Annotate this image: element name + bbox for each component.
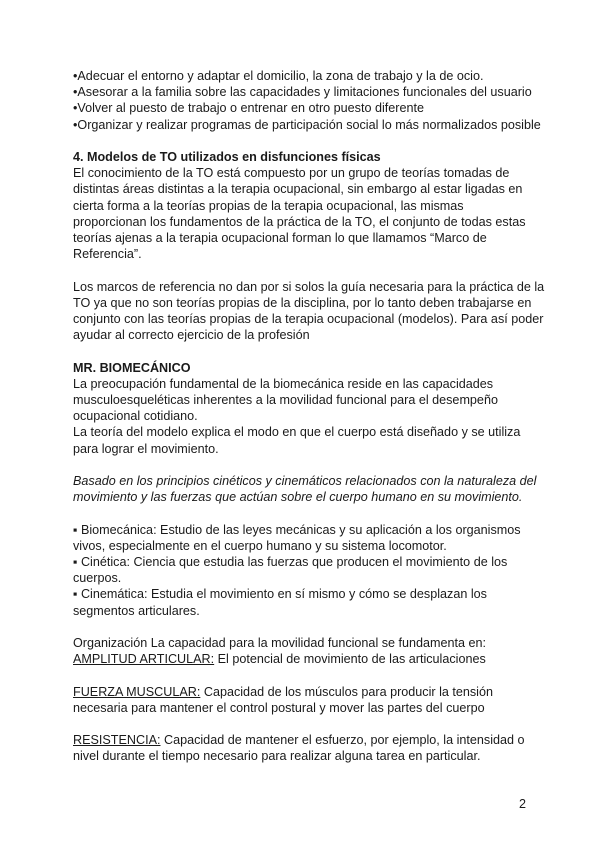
paragraph-line: La preocupación fundamental de la biomecánica reside en las capacidades bbox=[73, 376, 494, 391]
section-heading: 4. Modelos de TO utilizados en disfunciones físicas bbox=[73, 150, 381, 164]
paragraph-line: para lograr el movimiento. bbox=[73, 441, 219, 456]
paragraph-line: musculoesqueléticas inherentes a la movilidad funcional para el desempeño bbox=[73, 393, 498, 408]
paragraph-line: ayudar al correcto ejercicio de la profesión bbox=[73, 328, 310, 343]
paragraph-line: proporcionan los fundamentos de la práctica de la TO, el conjunto de todas estas bbox=[73, 214, 526, 229]
paragraph-line: distintas áreas distintas a la terapia ocupacional, sin embargo al estar ligadas en bbox=[73, 182, 523, 197]
amplitud-term: AMPLITUD ARTICULAR: bbox=[73, 652, 215, 667]
resistencia-text: Capacidad de mantener el esfuerzo, por ejemplo, la intensidad o bbox=[160, 733, 525, 748]
bullet-item: •Adecuar el entorno y adaptar el domicilio, la zona de trabajo y la de ocio. bbox=[73, 69, 484, 83]
spacer bbox=[73, 716, 533, 732]
fuerza-text: Capacidad de los músculos para producir la tensión bbox=[200, 684, 493, 699]
spacer bbox=[73, 667, 533, 683]
amplitud-articular bbox=[73, 651, 533, 667]
definition-line: vivos, especialmente en el cuerpo humano y su sistema locomotor. bbox=[73, 538, 447, 553]
organizacion-intro: Organización La capacidad para la movilidad funcional se fundamenta en: bbox=[73, 636, 487, 651]
spacer bbox=[73, 457, 533, 473]
paragraph-line: El conocimiento de la TO está compuesto por un grupo de teorías tomadas de bbox=[73, 166, 510, 181]
bullet-item: •Volver al puesto de trabajo o entrenar en otro puesto diferente bbox=[73, 101, 424, 116]
bullet-item: •Asesorar a la familia sobre las capacidades y limitaciones funcionales del usuario bbox=[73, 85, 532, 100]
spacer bbox=[73, 262, 533, 278]
spacer bbox=[73, 619, 533, 635]
paragraph-line: cierta forma a la teorías propias de la terapia ocupacional, las mismas bbox=[73, 198, 464, 213]
italic-paragraph-line: Basado en los principios cinéticos y cinemáticos relacionados con la naturaleza del bbox=[73, 474, 537, 489]
definition-line: ▪ Biomecánica: Estudio de las leyes mecánicas y su aplicación a los organismos bbox=[73, 522, 521, 537]
bullet-item: •Organizar y realizar programas de participación social lo más normalizados posible bbox=[73, 117, 541, 132]
spacer bbox=[73, 505, 533, 521]
paragraph-line: Los marcos de referencia no dan por si solos la guía necesaria para la práctica de la bbox=[73, 279, 545, 294]
paragraph-line: conjunto con las teorías propias de la terapia ocupacional (modelos). Para así poder bbox=[73, 312, 544, 327]
resistencia bbox=[73, 732, 533, 748]
fuerza-muscular bbox=[73, 684, 533, 700]
paragraph-line: ocupacional cotidiano. bbox=[73, 409, 198, 424]
paragraph-line: La teoría del modelo explica el modo en que el cuerpo está diseñado y se utiliza bbox=[73, 425, 521, 440]
paragraph-line: nivel durante el tiempo necesario para realizar alguna tarea en particular. bbox=[73, 749, 481, 764]
definition-line: ▪ Cinemática: Estudia el movimiento en sí mismo y cómo se desplazan los bbox=[73, 587, 487, 602]
paragraph-line: Referencia”. bbox=[73, 247, 142, 262]
definition-line: ▪ Cinética: Ciencia que estudia las fuerzas que producen el movimiento de los bbox=[73, 555, 508, 570]
amplitud-text: El potencial de movimiento de las articulaciones bbox=[214, 652, 486, 667]
paragraph-line: teorías ajenas a la terapia ocupacional forman lo que llamamos “Marco de bbox=[73, 231, 487, 246]
resistencia-term: RESISTENCIA: bbox=[73, 733, 161, 748]
fuerza-term: FUERZA MUSCULAR: bbox=[73, 684, 201, 699]
paragraph-line: necesaria para mantener el control postural y mover las partes del cuerpo bbox=[73, 700, 485, 715]
page-number: 2 bbox=[519, 797, 527, 811]
paragraph-line: TO ya que no son teorías propias de la disciplina, por lo tanto deben trabajarse en bbox=[73, 295, 532, 310]
italic-paragraph-line: movimiento y las fuerzas que actúan sobre el cuerpo humano en su movimiento. bbox=[73, 490, 523, 505]
page-content bbox=[73, 68, 545, 765]
section-heading: MR. BIOMECÁNICO bbox=[73, 360, 191, 375]
definition-line: segmentos articulares. bbox=[73, 603, 200, 618]
spacer bbox=[73, 133, 533, 149]
spacer bbox=[73, 343, 533, 359]
definition-line: cuerpos. bbox=[73, 571, 122, 586]
